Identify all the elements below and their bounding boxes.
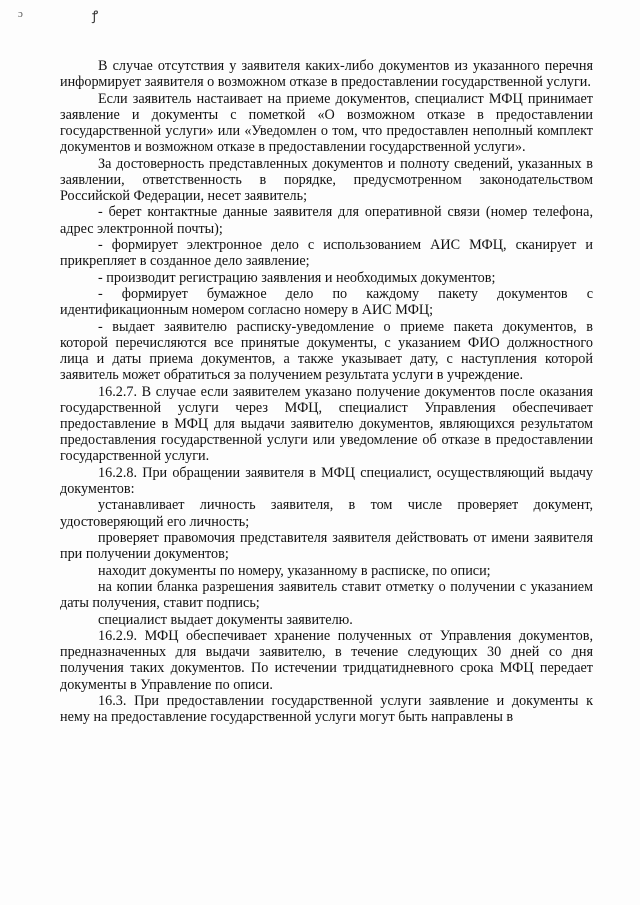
paragraph: 16.2.9. МФЦ обеспечивает хранение полученных от Управления документов, предназначенных для выдачи заявителю, в течение следующих 30 дней со дня получения таких документов. По истечении тридцатидневного срока МФЦ передает документы в Управление по описи. <box>60 627 593 693</box>
paragraph: 16.3. При предоставлении государственной услуги заявление и документы к нему на предоставление государственной услуги могут быть направлены в <box>60 692 593 726</box>
paragraph: на копии бланка разрешения заявитель ставит отметку о получении с указанием даты получения, ставит подпись; <box>60 578 593 612</box>
paragraph: 16.2.7. В случае если заявителем указано получение документов после оказания государственной услуги через МФЦ, специалист Управления обеспечивает предоставление в МФЦ для выдачи заявителю документов, являющихся результатом предоставления государственной услуги или уведомление об отказе в предоставлении государственной услуги. <box>60 383 593 465</box>
paragraph: проверяет правомочия представителя заявителя действовать от имени заявителя при получении документов; <box>60 529 593 563</box>
paragraph: В случае отсутствия у заявителя каких-либо документов из указанного перечня информирует заявителя о возможном отказе в предоставлении государственной услуги. <box>60 58 593 91</box>
paragraph: - берет контактные данные заявителя для оперативной связи (номер телефона, адрес электронной почты); <box>60 204 593 237</box>
paragraph: специалист выдает документы заявителю. <box>98 611 353 628</box>
scan-artifact: ɔ <box>18 8 23 20</box>
paragraph: За достоверность представленных документов и полноту сведений, указанных в заявлении, ответственность в порядке, предусмотренном законодательством Российской Федерации, несет заявитель; <box>60 155 593 204</box>
paragraph: Если заявитель настаивает на приеме документов, специалист МФЦ принимает заявление и документы с пометкой «О возможном отказе в предоставлении государственной услуги» или «Уведомлен о том, что предоставлен неполный комплект документов и возможном отказе в предоставлении государственной услуги». <box>60 90 593 156</box>
paragraph: находит документы по номеру, указанному в расписке, по описи; <box>98 562 491 579</box>
paragraph: - формирует бумажное дело по каждому пакету документов с идентификационным номером согласно номеру в АИС МФЦ; <box>60 285 593 319</box>
paragraph: 16.2.8. При обращении заявителя в МФЦ специалист, осуществляющий выдачу документов: <box>60 464 593 497</box>
paragraph: устанавливает личность заявителя, в том числе проверяет документ, удостоверяющий его личность; <box>60 497 593 530</box>
document-body <box>60 58 593 726</box>
paragraph: - выдает заявителю расписку-уведомление о приеме пакета документов, в которой перечисляются все принятые документы, с указанием ФИО должностного лица и даты приема документов, а также указывает дату, с наступления которой заявитель может обратиться за получением результата услуги в учреждение. <box>60 318 593 384</box>
paragraph: - производит регистрацию заявления и необходимых документов; <box>98 269 496 286</box>
handwritten-mark: ꝭ <box>92 8 99 23</box>
paragraph: - формирует электронное дело с использованием АИС МФЦ, сканирует и прикрепляет в созданное дело заявление; <box>60 236 593 270</box>
